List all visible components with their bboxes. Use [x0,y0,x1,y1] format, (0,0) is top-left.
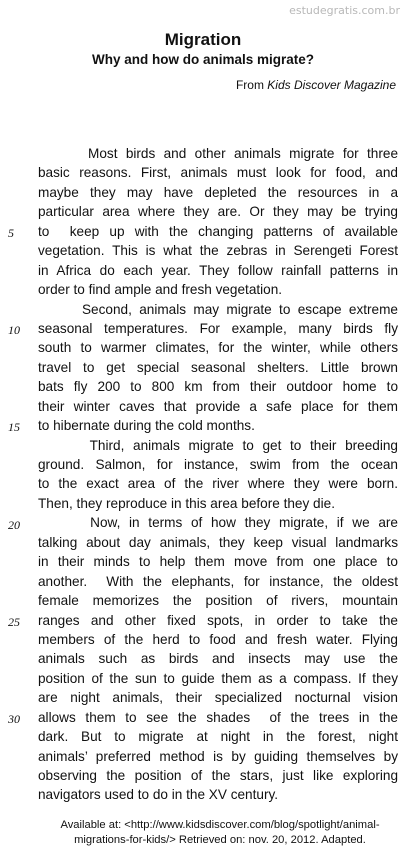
line-number: 10 [8,323,20,338]
text-line: in their minds to help them move from one place to [38,554,398,570]
text-line: Most birds and other animals migrate for three [38,146,398,161]
article-subtitle: Why and how do animals migrate? [91,52,315,67]
source-prefix: From [235,78,268,92]
text-line: to keep up with the changing patterns of available [38,223,398,239]
text-line: maybe they may have depleted the resources in a [38,184,398,200]
article-title: Migration [164,30,242,49]
text-line: travel to get special seasonal shelters. Little brown [38,359,398,375]
text-line: ranges and other fixed spots, in order to take the [38,612,398,628]
text-line: order to find ample and fresh vegetation. [38,282,283,298]
line-number: 20 [8,517,20,532]
text-line: animals such as birds and insects may use the [38,651,398,667]
text-line: Now, in terms of how they migrate, if we are [38,515,398,531]
source-name: Kids Discover Magazine [267,78,396,92]
citation-footer [40,818,400,848]
watermark: estudegratis.com.br [289,4,400,17]
line-number: 15 [8,420,20,435]
text-line: basic reasons. First, animals must look for food, and [38,165,398,181]
text-line: their winter caves that provide a safe place for them [38,398,398,414]
text-line: south to warmer climates, for the winter, while others [38,340,398,356]
text-line: observing the position of the stars, just like exploring [38,768,398,783]
text-line: seasonal temperatures. For example, many birds fly [38,320,398,336]
text-line: in Africa do each year. They follow rainfall patterns in [38,262,398,278]
text-line: members of the herd to food and fresh water. Flying [38,631,398,647]
text-line: particular area where they are. Or they may be trying [38,204,398,220]
citation-line-1: Available at: <http://www.kidsdiscover.com/blog/spotlight/animal- [60,819,380,831]
text-line: are night animals, their specialized nocturnal vision [38,690,398,706]
text-line: position of the sun to guide them as a compass. If they [38,670,398,686]
text-line: female memorizes the position of rivers, mountain [38,593,398,609]
text-line: to the exact area of the river where they were born. [38,476,398,492]
text-line: Third, animals migrate to get to their breeding [38,437,398,453]
text-line: bats fly 200 to 800 km from their outdoor home to [38,379,398,395]
text-line: Then, they reproduce in this area before they die. [38,495,335,511]
text-line: dark. But to migrate at night in the forest, night [38,729,398,745]
line-number: 5 [8,225,14,240]
line-number: 30 [8,712,20,727]
text-line: ground. Salmon, for instance, swim from the ocean [38,457,398,472]
article-body [38,144,398,805]
text-line: to hibernate during the cold months. [38,418,255,434]
text-line: Second, animals may migrate to escape extreme [38,301,398,317]
text-line: allows them to see the shades of the trees in the [38,709,398,725]
text-line: vegetation. This is what the zebras in Serengeti Forest [38,243,398,259]
text-line: talking about day animals, they keep visual landmarks [38,534,398,550]
text-line: navigators used to do in the XV century. [38,787,279,803]
text-line: animals’ preferred method is by guiding themselves by [38,748,398,764]
citation-line-2: migrations-for-kids/> Retrieved on: nov. 20, 2012. Adapted. [74,834,366,846]
text-line: another. With the elephants, for instance, the oldest [38,573,398,589]
source-line [236,78,396,92]
line-number: 25 [8,614,20,629]
